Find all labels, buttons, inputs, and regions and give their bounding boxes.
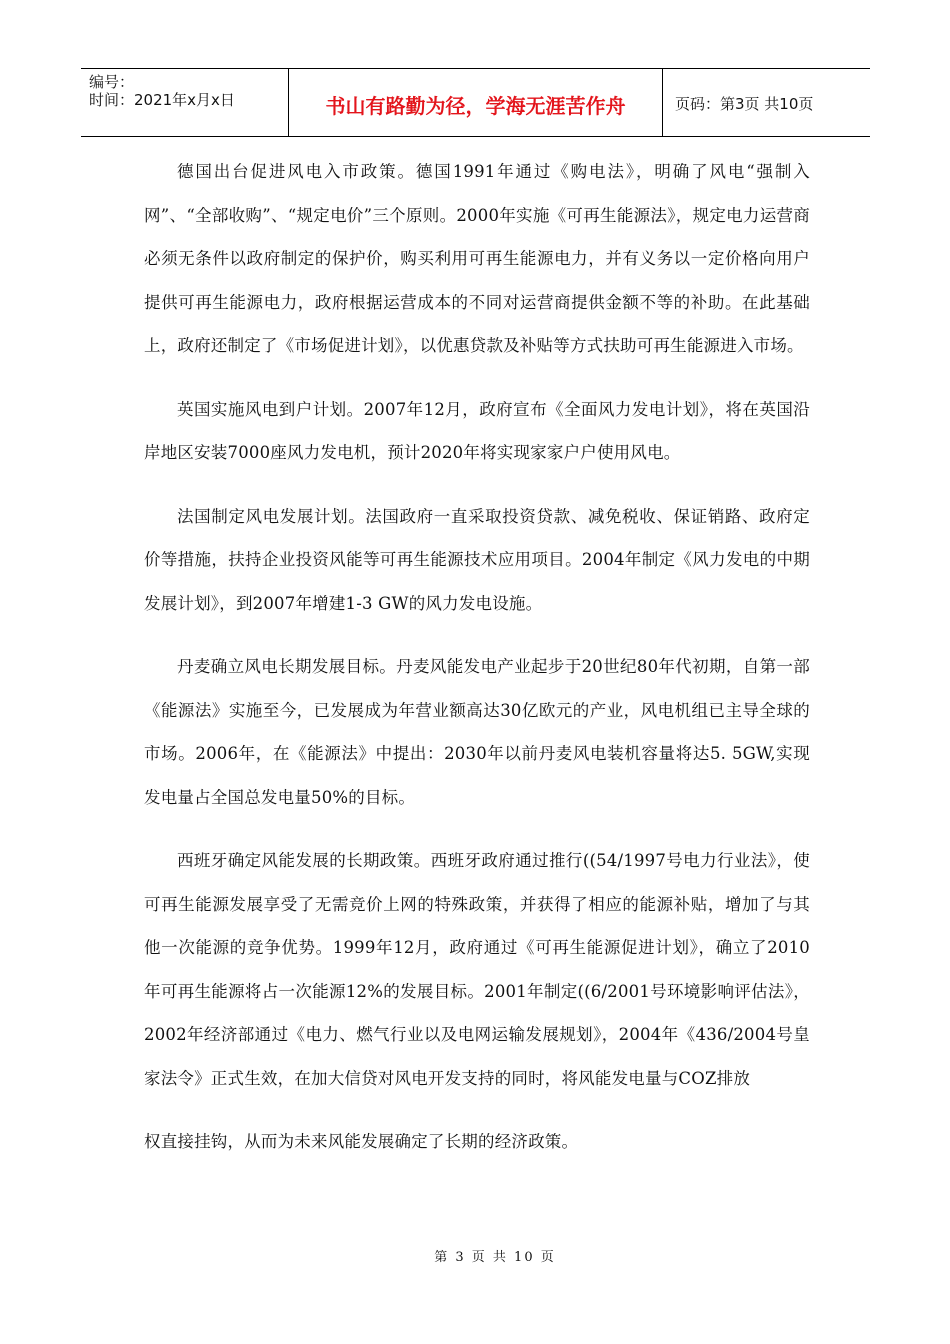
header-motto: 书山有路勤为径，学海无涯苦作舟 xyxy=(289,69,663,136)
paragraph-germany: 德国出台促进风电入市政策。德国1991年通过《购电法》，明确了风电“强制入网”、“全部收购”、“规定电价”三个原则。2000年实施《可再生能源法》，规定电力运营商必须无条件以政府制定的保护价，购买利用可再生能源电力，并有义务以一定价格向用户提供可再生能源电力，政府根据运营成本的不同对运营商提供金额不等的补助。在此基础上，政府还制定了《市场促进计划》，以优惠贷款及补贴等方式扶助可再生能源进入市场。 xyxy=(144,162,810,355)
page-footer: 第 3 页 共 10 页 xyxy=(434,1250,556,1265)
document-body xyxy=(144,150,810,1184)
paragraph-uk: 英国实施风电到户计划。2007年12月，政府宣布《全面风力发电计划》，将在英国沿岸地区安装7000座风力发电机，预计2020年将实现家家户户使用风电。 xyxy=(144,399,810,462)
document-number-label: 编号： xyxy=(89,73,135,91)
paragraph-continuation: 权直接挂钩，从而为未来风能发展确定了长期的经济政策。 xyxy=(144,1132,579,1151)
header-page-info: 页码：第3页 共10页 xyxy=(675,95,814,113)
page-header xyxy=(81,68,870,137)
header-meta xyxy=(81,69,289,136)
paragraph-denmark: 丹麦确立风电长期发展目标。丹麦风能发电产业起步于20世纪80年代初期，自第一部《能源法》实施至今，已发展成为年营业额高达30亿欧元的产业，风电机组已主导全球的市场。2006年，在《能源法》中提出：2030年以前丹麦风电装机容量将达5. 5GW,实现发电量占全国总发电量50%的目标。 xyxy=(144,657,810,807)
document-date-label: 时间：2021年x月x日 xyxy=(89,91,235,109)
paragraph-france: 法国制定风电发展计划。法国政府一直采取投资贷款、减免税收、保证销路、政府定价等措施，扶持企业投资风能等可再生能源技术应用项目。2004年制定《风力发电的中期发展计划》，到2007年增建1-3 GW的风力发电设施。 xyxy=(144,506,810,613)
paragraph-spain: 西班牙确定风能发展的长期政策。西班牙政府通过推行((54/1997号电力行业法》，使可再生能源发展享受了无需竞价上网的特殊政策，并获得了相应的能源补贴，增加了与其他一次能源的竞争优势。1999年12月，政府通过《可再生能源促进计划》，确立了2010年可再生能源将占一次能源12%的发展目标。2001年制定((6/2001号环境影响评估法》，2002年经济部通过《电力、燃气行业以及电网运输发展规划》，2004年《436/2004号皇家法令》正式生效，在加大信贷对风电开发支持的同时，将风能发电量与COZ排放 xyxy=(144,851,810,1088)
